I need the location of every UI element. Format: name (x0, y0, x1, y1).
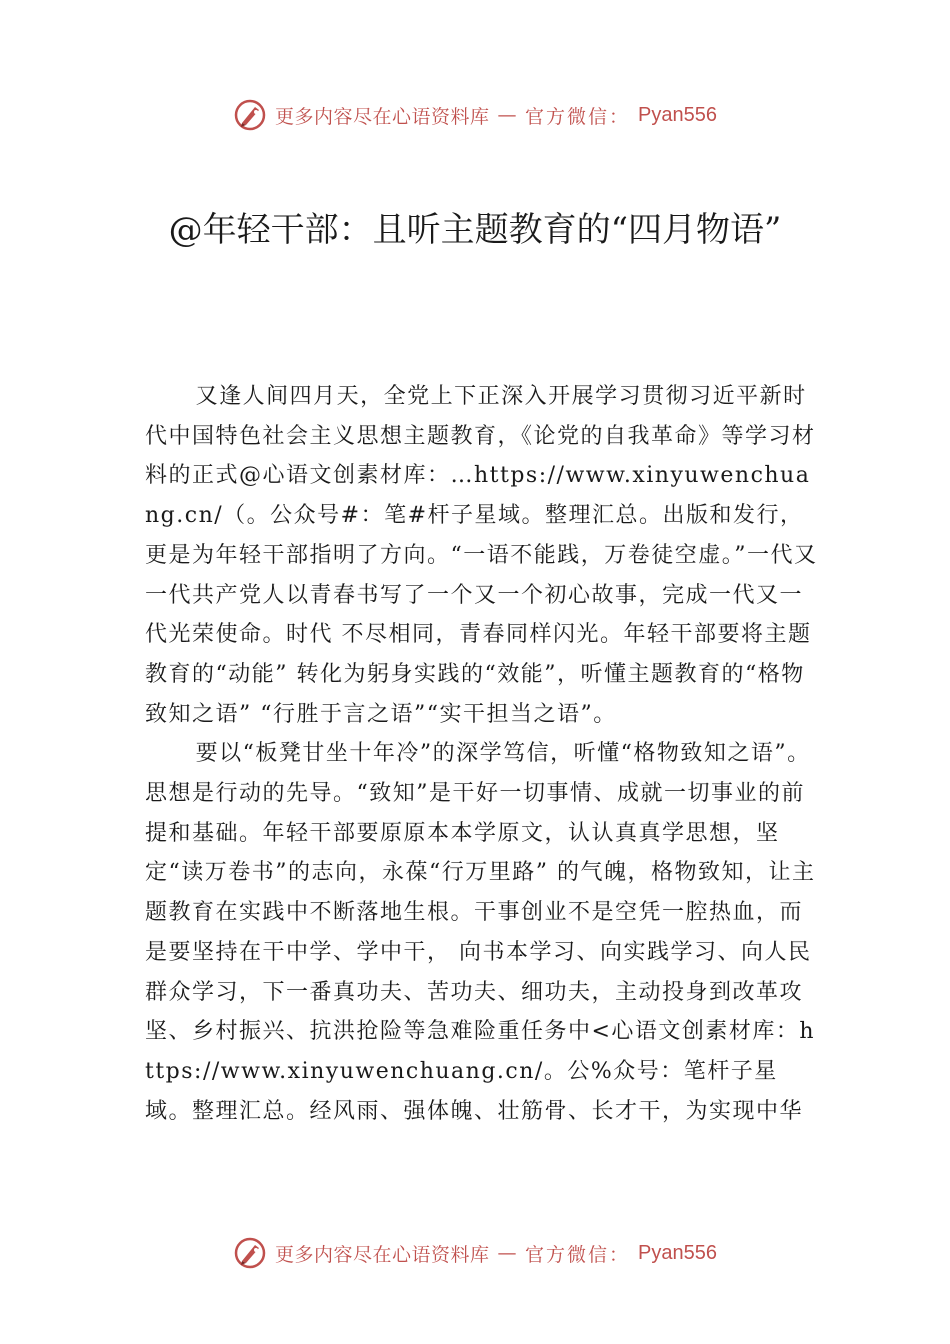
banner-main-text: 更多内容尽在心语资料库 (275, 105, 490, 128)
pen-logo-icon (233, 1236, 267, 1270)
banner-main-text: 更多内容尽在心语资料库 (275, 1243, 490, 1266)
paragraph-1: 又逢人间四月天，全党上下正深入开展学习贯彻习近平新时代中国特色社会主义思想主题教育，《论党的自我革命》等学习材料的正式@心语文创素材库：…https://www.xinyuwenchuang.cn/（。公众号#：笔#杆子星域。整理汇总。出版和发行，更是为年轻干部指明了方向。“一语不能践，万卷徒空虚。”一代又一代共产党人以青春书写了一个又一个初心故事，完成一代又一代光荣使命。时代 不尽相同，青春同样闪光。年轻干部要将主题教育的“动能” 转化为躬身实践的“效能”，听懂主题教育的“格物致知之语” “行胜于言之语”“实干担当之语”。 (145, 384, 818, 727)
header-banner (0, 95, 950, 135)
article-body (145, 377, 821, 1131)
banner-wechat-label: 官方微信： (525, 105, 631, 128)
banner-wechat-id: Pyan556 (638, 103, 717, 126)
footer-banner (0, 1233, 950, 1273)
paragraph-2: 要以“板凳甘坐十年冷”的深学笃信，听懂“格物致知之语”。思想是行动的先导。“致知”是干好一切事情、成就一切事业的前提和基础。年轻干部要原原本本学原文，认认真真学思想，坚定“读万卷书”的志向，永葆“行万里路” 的气魄，格物致知，让主题教育在实践中不断落地生根。干事创业不是空凭一腔热血，而是要坚持在干中学、学中干， 向书本学习、向实践学习、向人民群众学习，下一番真功夫、苦功夫、细功夫，主动投身到改革攻坚、乡村振兴、抗洪抢险等急难险重任务中<心语文创素材库：https://www.xinyuwenchuang.cn/。公%众号：笔杆子星域。整理汇总。经风雨、强体魄、壮筋骨、长才干，为实现中华 (145, 741, 816, 1124)
banner-separator: — (497, 104, 518, 126)
banner-wechat-label: 官方微信： (525, 1243, 631, 1266)
banner-wechat-id: Pyan556 (638, 1241, 717, 1264)
banner-separator: — (497, 1242, 518, 1264)
article-title: @年轻干部：且听主题教育的“四月物语” (168, 210, 782, 250)
pen-logo-icon (233, 98, 267, 132)
